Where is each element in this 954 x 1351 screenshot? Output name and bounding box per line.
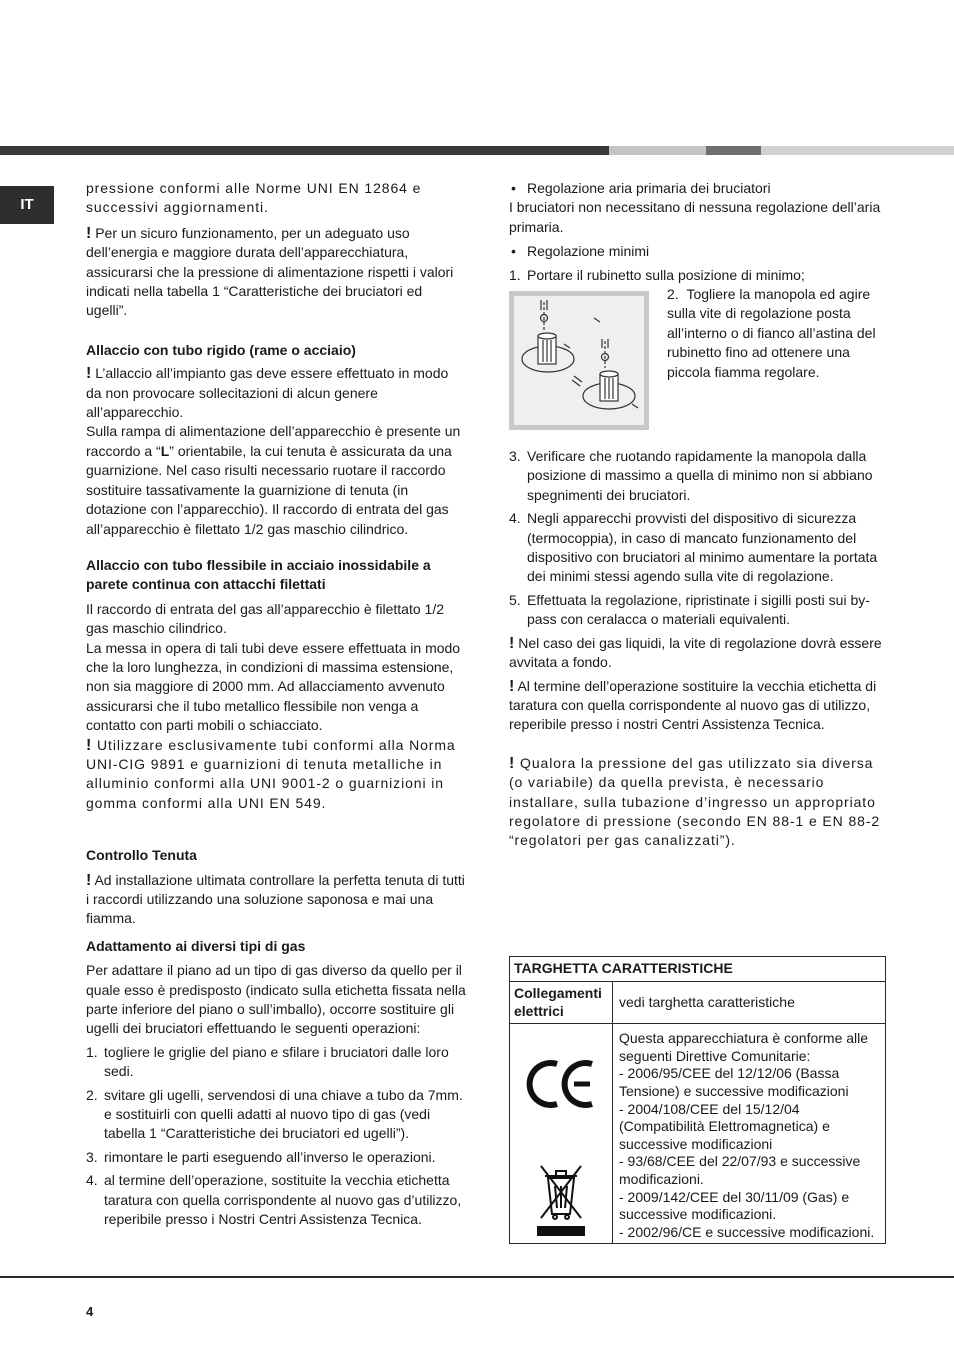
figure-row (509, 286, 889, 430)
header-bar-lightest (761, 146, 954, 155)
rating-plate-table (509, 956, 886, 1244)
directive-line: - 2006/95/CEE del 12/12/06 (Bassa Tensione) e successive modificazioni (619, 1065, 849, 1099)
minimum-step-2 (667, 285, 889, 430)
rigid-heading: Allaccio con tubo rigido (rame o acciaio) (86, 341, 356, 358)
warning-mark: ! (86, 736, 93, 754)
language-tab: IT (0, 186, 54, 224)
list-item (86, 1043, 466, 1082)
list-item (509, 591, 889, 630)
plate-title: TARGHETTA CARATTERISTICHE (510, 957, 886, 982)
list-number: 2. (667, 286, 679, 303)
warning-mark: ! (509, 677, 515, 695)
warning-text: Al termine dell’operazione sostituire la vecchia etichetta di taratura con quella corrispondente al nuovo gas di utilizzo, reperibile presso i nostri Centri Assistenza Tecnica. (509, 677, 877, 733)
left-column (86, 178, 466, 1230)
burner-adjustment-illustration (509, 291, 649, 430)
directive-line: - 93/68/CEE del 22/07/93 e successive modificazioni. (619, 1153, 861, 1187)
flex-paragraph-1: Il raccordo di entrata del gas all’apparecchio è filettato 1/2 gas maschio cilindrico. (86, 600, 444, 637)
list-item (86, 1171, 466, 1229)
leak-heading: Controllo Tenuta (86, 847, 197, 864)
rigid-paragraph (86, 422, 466, 538)
rigid-letter: L (160, 442, 170, 459)
adapt-steps-list (86, 1043, 466, 1230)
plate-directives-cell (613, 1024, 886, 1244)
table-row (510, 957, 886, 982)
flex-heading: Allaccio con tubo flessibile in acciaio inossidabile a parete continua con attacchi filettati (86, 556, 431, 593)
rigid-text-before: Sulla rampa di alimentazione dell’apparecchio è presente un raccordo a “ (86, 423, 461, 459)
footer-rule (0, 1276, 954, 1278)
list-text: Portare il rubinetto sulla posizione di minimo; (527, 266, 805, 283)
list-number: 4. (509, 510, 521, 527)
warning-mark: ! (86, 365, 92, 383)
leak-warning (86, 871, 466, 929)
warning-text: L’allaccio all’impianto gas deve essere effettuato in modo da non provocare sollecitazioni di alcun genere all’apparecchio. (86, 365, 449, 421)
primary-air-paragraph: I bruciatori non necessitano di nessuna regolazione dell’aria primaria. (509, 199, 881, 235)
warning-pressure-paragraph (86, 224, 466, 321)
minimum-steps-more (509, 447, 889, 630)
list-text: svitare gli ugelli, servendosi di una chiave a tubo da 7mm. e sostituirli con quelli adatti al nuovo tipo di gas (vedi tabella 1 “Caratteristiche dei bruciatori ed ugelli”). (104, 1086, 463, 1142)
list-item (509, 266, 889, 285)
bullet-minimum: • Regolazione minimi (509, 242, 889, 261)
list-text: togliere le griglie del piano e sfilare i bruciatori dalle loro sedi. (104, 1043, 449, 1080)
list-text: Effettuata la regolazione, ripristinate i sigilli posti sui by-pass con ceralacca o materiali equivalenti. (527, 591, 870, 628)
list-text: Togliere la manopola ed agire sulla vite di regolazione posta all’interno o di fianco all’astina del rubinetto fino ad ottenere una piccola fiamma regolare. (667, 286, 876, 380)
warning-pressure-regulator (509, 754, 889, 851)
warning-mark: ! (509, 754, 516, 772)
list-number: 2. (86, 1086, 98, 1103)
warning-mark: ! (86, 871, 92, 889)
burner-illustration-icon (514, 296, 644, 425)
warning-mark: ! (86, 224, 92, 242)
directive-line: - 2002/96/CE e successive modificazioni. (619, 1223, 875, 1240)
adapt-heading: Adattamento ai diversi tipi di gas (86, 937, 306, 954)
plate-electric-label: Collegamenti elettrici (510, 982, 613, 1024)
right-column (509, 178, 889, 851)
plate-electric-value: vedi targhetta caratteristiche (613, 982, 886, 1024)
directive-line: - 2009/142/CEE del 30/11/09 (Gas) e successive modificazioni. (619, 1188, 850, 1223)
header-bar-mid (706, 146, 761, 155)
directive-line: - 2004/108/CEE del 15/12/04 (Compatibilità Elettromagnetica) e successive modificazioni (619, 1100, 830, 1152)
rigid-text-after: ” orientabile, la cui tenuta è assicurata da una guarnizione. Nel caso risulti necessario ruotare il raccordo sostituire tassativamente la guarnizione di tenuta (in dotazione con l’apparecchio). Il raccordo di entrata del gas all’apparecchio è filettato 1/2 gas maschio cilindrico. (86, 442, 452, 537)
rigid-warning (86, 364, 466, 422)
list-text: Verificare che ruotando rapidamente la manopola dalla posizione di massimo a quella di minimo non si abbiano spegnimenti dei bruciatori. (527, 448, 873, 503)
ce-mark-icon (526, 1054, 596, 1114)
list-number: 4. (86, 1172, 98, 1189)
bullet-primary-air: • Regolazione aria primaria dei bruciatori (509, 179, 889, 198)
warning-text: Utilizzare esclusivamente tubi conformi alla Norma UNI-CIG 9891 e guarnizioni di tenuta metalliche in alluminio conformi alla UNI 9001-2 o guarnizioni in gomma conformi alla UNI EN 549. (86, 736, 456, 811)
list-text: Negli apparecchi provvisti del dispositivo di sicurezza (termocoppia), in caso di mancato funzionamento del dispositivo con bruciatori al minimo aumentare la portata dei minimi stessi agendo sulla vite di regolazione. (527, 510, 878, 585)
directive-line: Questa apparecchiatura è conforme alle seguenti Direttive Comunitarie: (619, 1030, 869, 1064)
list-number: 3. (509, 448, 521, 465)
table-row (510, 1024, 886, 1244)
list-number: 1. (86, 1043, 98, 1060)
list-number: 3. (86, 1148, 98, 1165)
list-text: al termine dell’operazione, sostituite la vecchia etichetta taratura con quella corrispondente al nuovo gas d’utilizzo, reperibile presso i Nostri Centri Assistenza Tecnica. (104, 1172, 462, 1228)
list-item (86, 1148, 466, 1167)
warning-liquid-gas (509, 634, 889, 673)
warning-text: Ad installazione ultimata controllare la perfetta tenuta di tutti i raccordi utilizzando una soluzione saponosa e mai una fiamma. (86, 871, 465, 927)
warning-text: Nel caso dei gas liquidi, la vite di regolazione dovrà essere avvitata a fondo. (509, 634, 882, 671)
table-row (510, 982, 886, 1024)
header-bar-dark (0, 146, 609, 155)
weee-bin-icon (533, 1162, 589, 1238)
list-item (86, 1086, 466, 1144)
header-bar-light (609, 146, 706, 155)
list-number: 5. (509, 591, 521, 608)
warning-text: Per un sicuro funzionamento, per un adeguato uso dell’energia e maggiore durata dell’apparecchiatura, assicurarsi che la pressione di alimentazione rispetti i valori indicati nella tabella 1 “Caratteristiche dei bruciatori ed ugelli”. (86, 224, 454, 319)
warning-label-replacement (509, 677, 889, 735)
header-bar (0, 146, 954, 155)
intro-paragraph: pressione conformi alle Norme UNI EN 12864 e successivi aggiornamenti. (86, 180, 422, 216)
list-item (509, 447, 889, 505)
adapt-intro: Per adattare il piano ad un tipo di gas diverso da quello per il quale esso è predisposto (indicato sulla etichetta fissata nella parte inferiore del piano o sull’imballo), occorre sostituire gli ugelli dei bruciatori effettuando le seguenti operazioni: (86, 962, 466, 1037)
warning-mark: ! (509, 634, 515, 652)
list-item (667, 285, 889, 382)
minimum-step-1 (509, 266, 889, 285)
list-item (509, 509, 889, 587)
warning-text: Qualora la pressione del gas utilizzato sia diversa (o variabile) da quella prevista, è necessario installare, sulla tubazione d’ingresso un appropriato regolatore di pressione (secondo EN 88-1 e EN 88-2 “regolatori per gas canalizzati”). (509, 754, 881, 849)
flex-warning (86, 736, 466, 814)
plate-symbols-cell (510, 1024, 613, 1244)
flex-paragraph-2: La messa in opera di tali tubi deve essere effettuata in modo che la loro lunghezza, in condizioni di massima estensione, non sia maggiore di 2000 mm. Ad allacciamento avvenuto assicurarsi che il tubo metallico flessibile non venga a contatto con parti mobili o schiacciato. (86, 639, 461, 734)
list-text: rimontare le parti eseguendo all’inverso le operazioni. (104, 1148, 436, 1165)
page-number: 4 (86, 1304, 94, 1319)
list-number: 1. (509, 266, 521, 283)
